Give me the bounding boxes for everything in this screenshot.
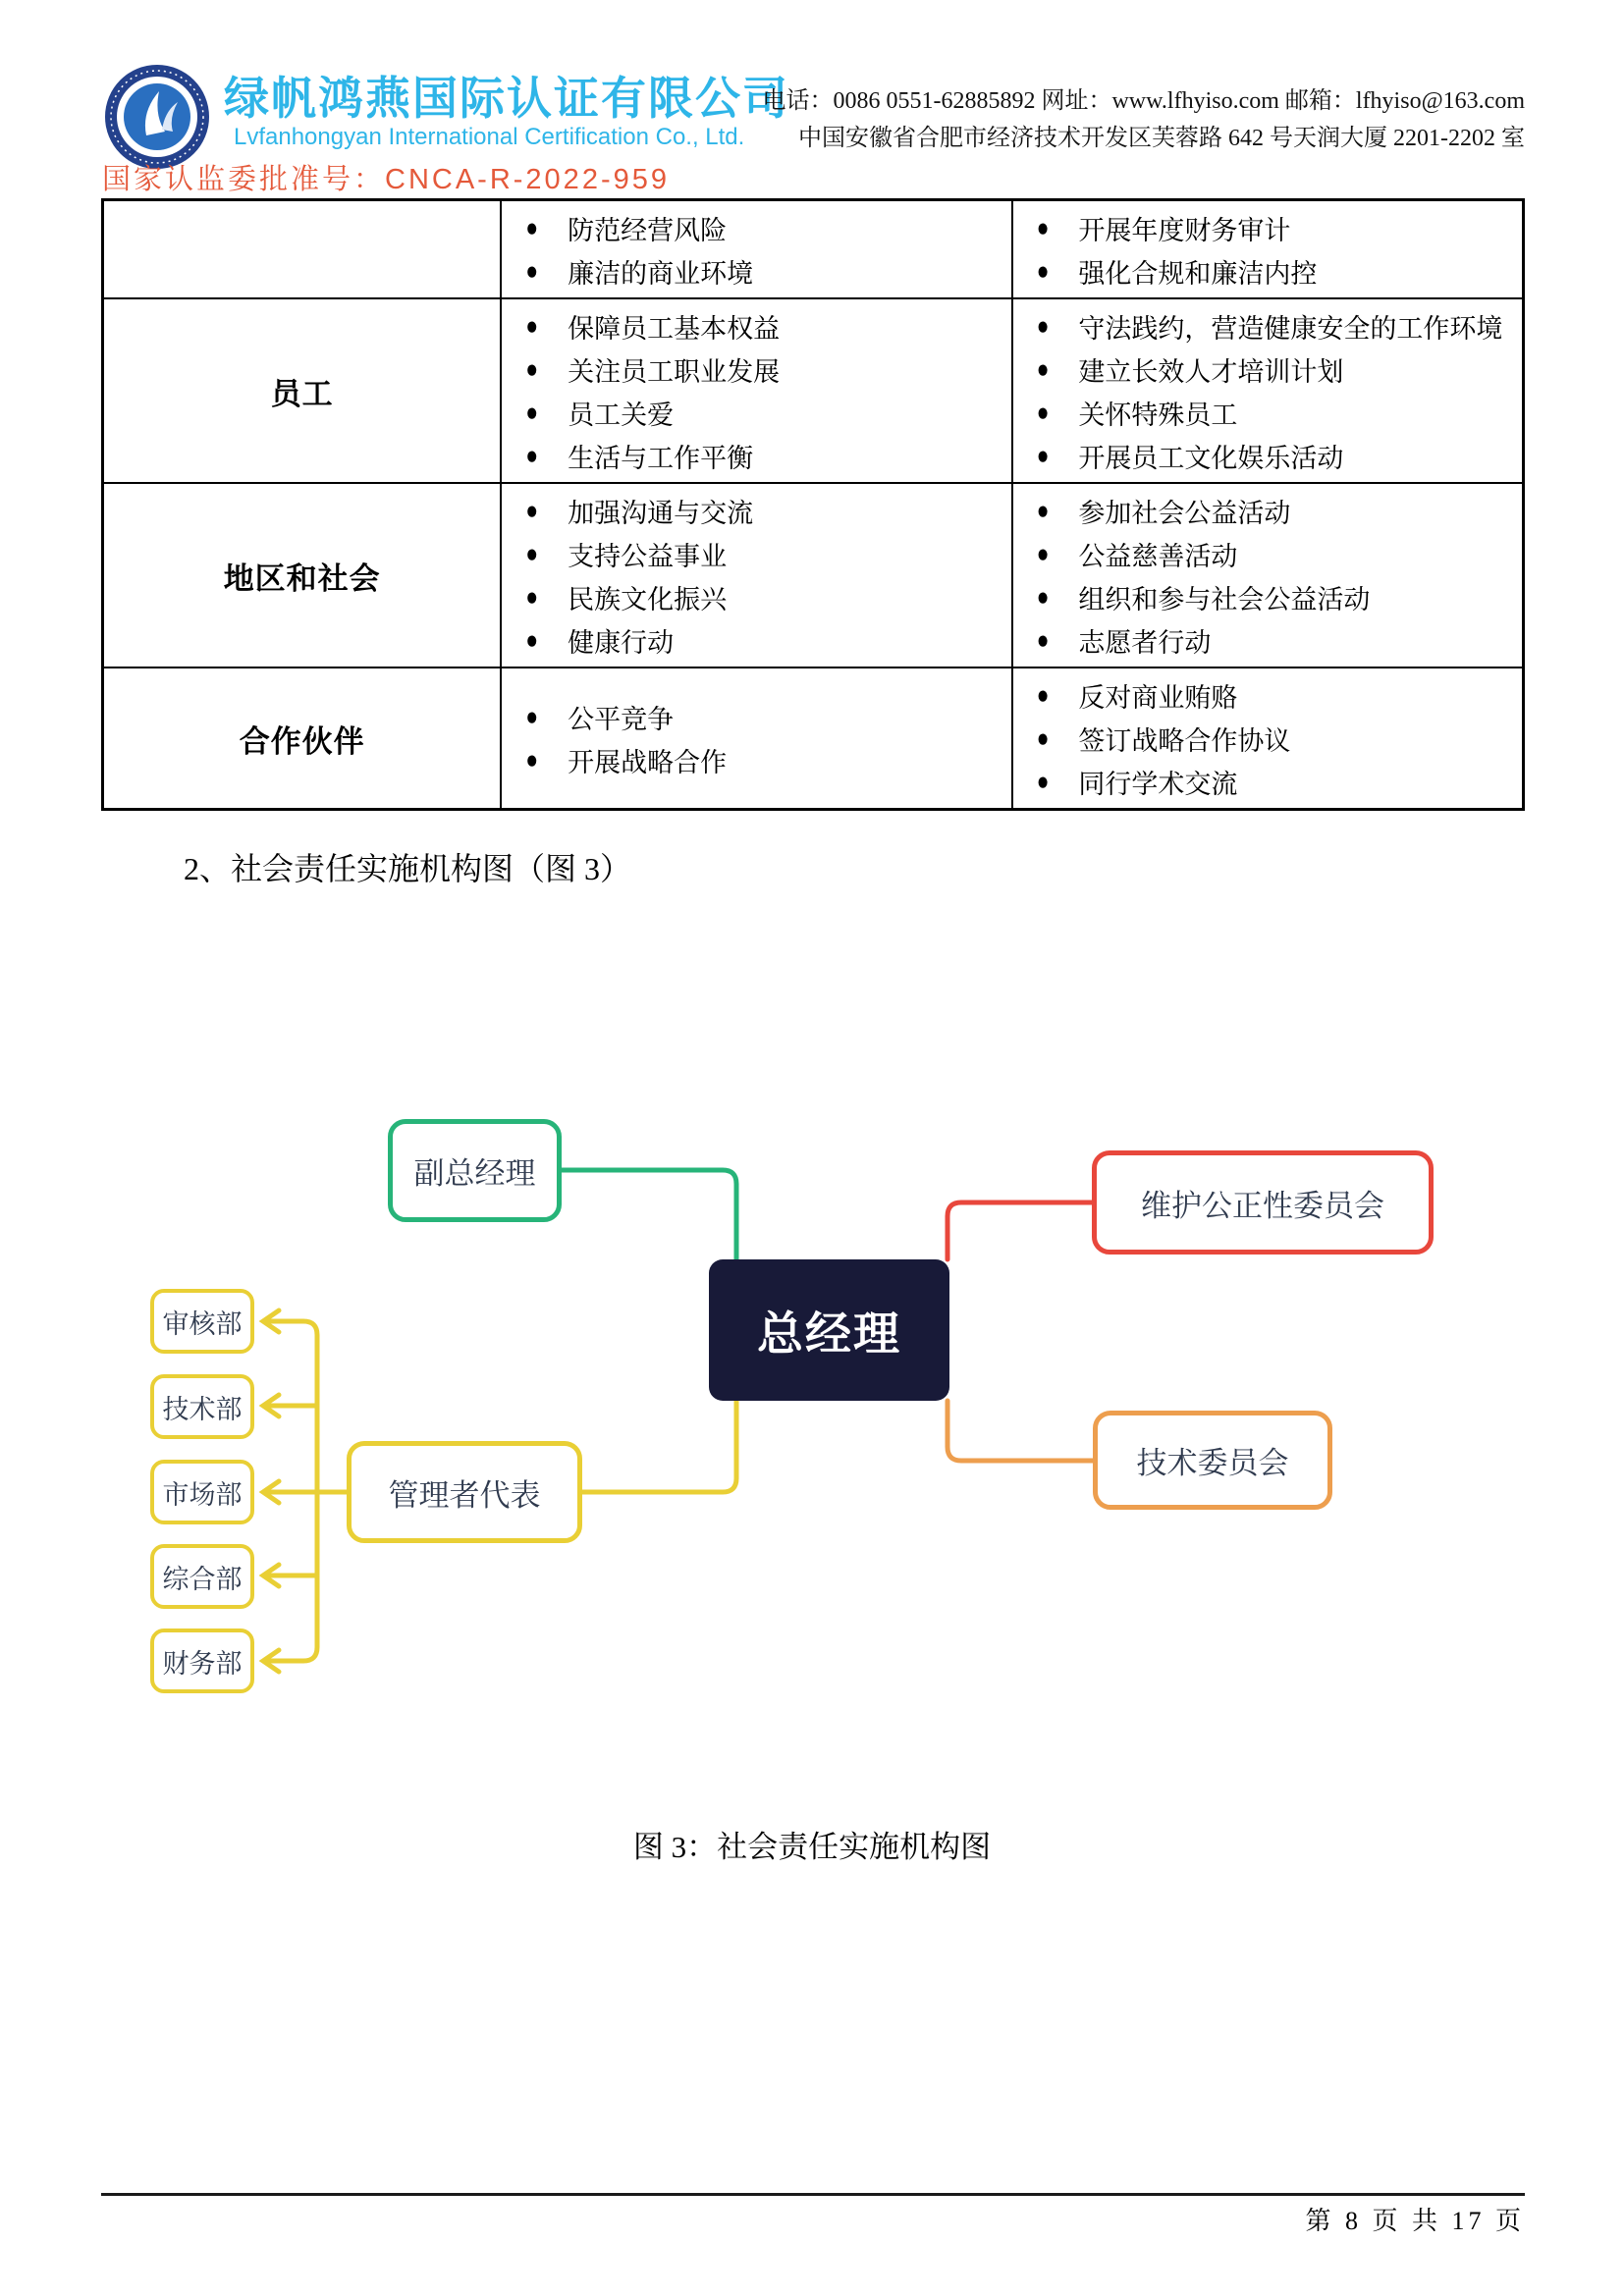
actions-cell	[1012, 483, 1524, 667]
bullet-icon: ●	[1036, 212, 1050, 242]
bullet-text: 健康行动	[568, 627, 675, 658]
bullet-icon: ●	[525, 212, 539, 242]
bullet-text: 廉洁的商业环境	[568, 258, 754, 289]
bullet-text: 同行学术交流	[1078, 769, 1238, 799]
node-management-rep: 管理者代表	[347, 1441, 582, 1543]
bullet-text: 公益慈善活动	[1078, 541, 1238, 571]
bullet-icon: ●	[1036, 353, 1050, 384]
bullet-item	[1037, 532, 1518, 575]
bullet-item	[1037, 673, 1518, 717]
bullet-item	[1037, 760, 1518, 803]
contact-line-2: 中国安徽省合肥市经济技术开发区芙蓉路 642 号天润大厦 2201-2202 室	[798, 126, 1525, 151]
connector-dept-trunk	[267, 1321, 347, 1661]
bullet-icon: ●	[1036, 722, 1050, 753]
node-dept-finance: 财务部	[150, 1629, 254, 1693]
bullet-item	[1037, 618, 1518, 662]
node-general-manager: 总经理	[709, 1259, 949, 1401]
bullet-icon: ●	[1036, 538, 1050, 568]
connector-deputy-gm	[562, 1170, 736, 1259]
category-cell: 地区和社会	[103, 483, 502, 667]
node-dept-technical: 技术部	[150, 1374, 254, 1439]
bullet-text: 组织和参与社会公益活动	[1078, 584, 1371, 614]
bullet-item	[525, 695, 1006, 738]
bullet-icon: ●	[1036, 766, 1050, 796]
connector-impartiality	[947, 1202, 1092, 1259]
org-chart	[0, 1080, 1624, 1747]
bullet-item	[525, 575, 1006, 618]
bullet-icon: ●	[525, 701, 539, 731]
bullet-item	[1037, 575, 1518, 618]
bullet-icon: ●	[1036, 255, 1050, 286]
category-cell: 合作伙伴	[103, 667, 502, 810]
bullet-text: 强化合规和廉洁内控	[1078, 258, 1318, 289]
expectations-cell	[501, 667, 1011, 810]
table-row	[103, 667, 1524, 810]
expectations-cell	[501, 298, 1011, 483]
node-impartiality-committee: 维护公正性委员会	[1092, 1150, 1434, 1255]
bullet-icon: ●	[525, 353, 539, 384]
section-heading: 2、社会责任实施机构图（图 3）	[184, 851, 632, 886]
bullet-icon: ●	[525, 310, 539, 341]
bullet-item	[1037, 717, 1518, 760]
bullet-text: 保障员工基本权益	[568, 313, 781, 344]
footer-rule	[101, 2193, 1525, 2196]
company-name-en: Lvfanhongyan International Certification Co., Ltd.	[234, 124, 745, 150]
bullet-item	[1037, 391, 1518, 434]
bullet-item	[525, 206, 1006, 249]
node-technical-committee: 技术委员会	[1093, 1411, 1332, 1510]
bullet-item	[1037, 489, 1518, 532]
node-deputy-gm: 副总经理	[388, 1119, 562, 1222]
bullet-item	[1037, 304, 1518, 347]
table-row	[103, 200, 1524, 299]
actions-cell	[1012, 298, 1524, 483]
approval-number: 国家认监委批准号：CNCA-R-2022-959	[102, 164, 670, 195]
bullet-item	[525, 738, 1006, 781]
bullet-item	[525, 434, 1006, 477]
bullet-item	[525, 489, 1006, 532]
bullet-icon: ●	[1036, 679, 1050, 710]
bullet-text: 开展年度财务审计	[1078, 215, 1291, 245]
contact-block	[589, 82, 1525, 157]
bullet-text: 守法践约，营造健康安全的工作环境	[1078, 313, 1503, 344]
bullet-icon: ●	[525, 255, 539, 286]
bullet-text: 志愿者行动	[1078, 627, 1212, 658]
bullet-icon: ●	[1036, 624, 1050, 655]
bullet-item	[525, 347, 1006, 391]
bullet-item	[1037, 206, 1518, 249]
bullet-icon: ●	[1036, 397, 1050, 427]
table-row	[103, 483, 1524, 667]
bullet-icon: ●	[1036, 440, 1050, 470]
bullet-icon: ●	[525, 397, 539, 427]
bullet-text: 生活与工作平衡	[568, 443, 754, 473]
category-cell: 员工	[103, 298, 502, 483]
actions-cell	[1012, 200, 1524, 299]
bullet-text: 建立长效人才培训计划	[1078, 356, 1344, 387]
bullet-text: 关怀特殊员工	[1078, 400, 1238, 430]
bullet-text: 员工关爱	[568, 400, 675, 430]
bullet-item	[525, 304, 1006, 347]
node-dept-general: 综合部	[150, 1544, 254, 1609]
bullet-text: 防范经营风险	[568, 215, 728, 245]
expectations-cell	[501, 483, 1011, 667]
bullet-item	[1037, 434, 1518, 477]
bullet-text: 支持公益事业	[568, 541, 728, 571]
bullet-item	[1037, 249, 1518, 293]
expectations-cell	[501, 200, 1011, 299]
node-dept-audit: 审核部	[150, 1289, 254, 1354]
bullet-icon: ●	[525, 440, 539, 470]
bullet-item	[1037, 347, 1518, 391]
company-name-cn: 绿帆鸿燕国际认证有限公司	[224, 73, 789, 124]
bullet-text: 开展员工文化娱乐活动	[1078, 443, 1344, 473]
bullet-item	[525, 532, 1006, 575]
bullet-icon: ●	[525, 495, 539, 525]
bullet-icon: ●	[1036, 581, 1050, 612]
connector-technical	[947, 1401, 1093, 1461]
bullet-text: 参加社会公益活动	[1078, 498, 1291, 528]
bullet-icon: ●	[525, 581, 539, 612]
bullet-icon: ●	[525, 538, 539, 568]
bullet-icon: ●	[1036, 495, 1050, 525]
bullet-text: 加强沟通与交流	[568, 498, 754, 528]
bullet-text: 开展战略合作	[568, 747, 728, 777]
node-dept-market: 市场部	[150, 1460, 254, 1524]
connector-management-rep	[582, 1401, 736, 1492]
bullet-icon: ●	[1036, 310, 1050, 341]
bullet-icon: ●	[525, 624, 539, 655]
bullet-item	[525, 391, 1006, 434]
stakeholder-table	[101, 198, 1525, 811]
figure-caption: 图 3：社会责任实施机构图	[632, 1830, 992, 1864]
bullet-text: 民族文化振兴	[568, 584, 728, 614]
bullet-icon: ●	[525, 744, 539, 774]
bullet-text: 公平竞争	[568, 704, 675, 734]
bullet-text: 反对商业贿赂	[1078, 682, 1238, 713]
bullet-item	[525, 249, 1006, 293]
bullet-item	[525, 618, 1006, 662]
company-logo-icon	[103, 63, 211, 171]
bullet-text: 签订战略合作协议	[1078, 725, 1291, 756]
category-cell	[103, 200, 502, 299]
actions-cell	[1012, 667, 1524, 810]
contact-line-1: 电话：0086 0551-62885892 网址：www.lfhyiso.com 邮箱：lfhyiso@163.com	[762, 88, 1525, 114]
page-number: 第 8 页 共 17 页	[1305, 2207, 1525, 2235]
bullet-text: 关注员工职业发展	[568, 356, 781, 387]
table-row	[103, 298, 1524, 483]
